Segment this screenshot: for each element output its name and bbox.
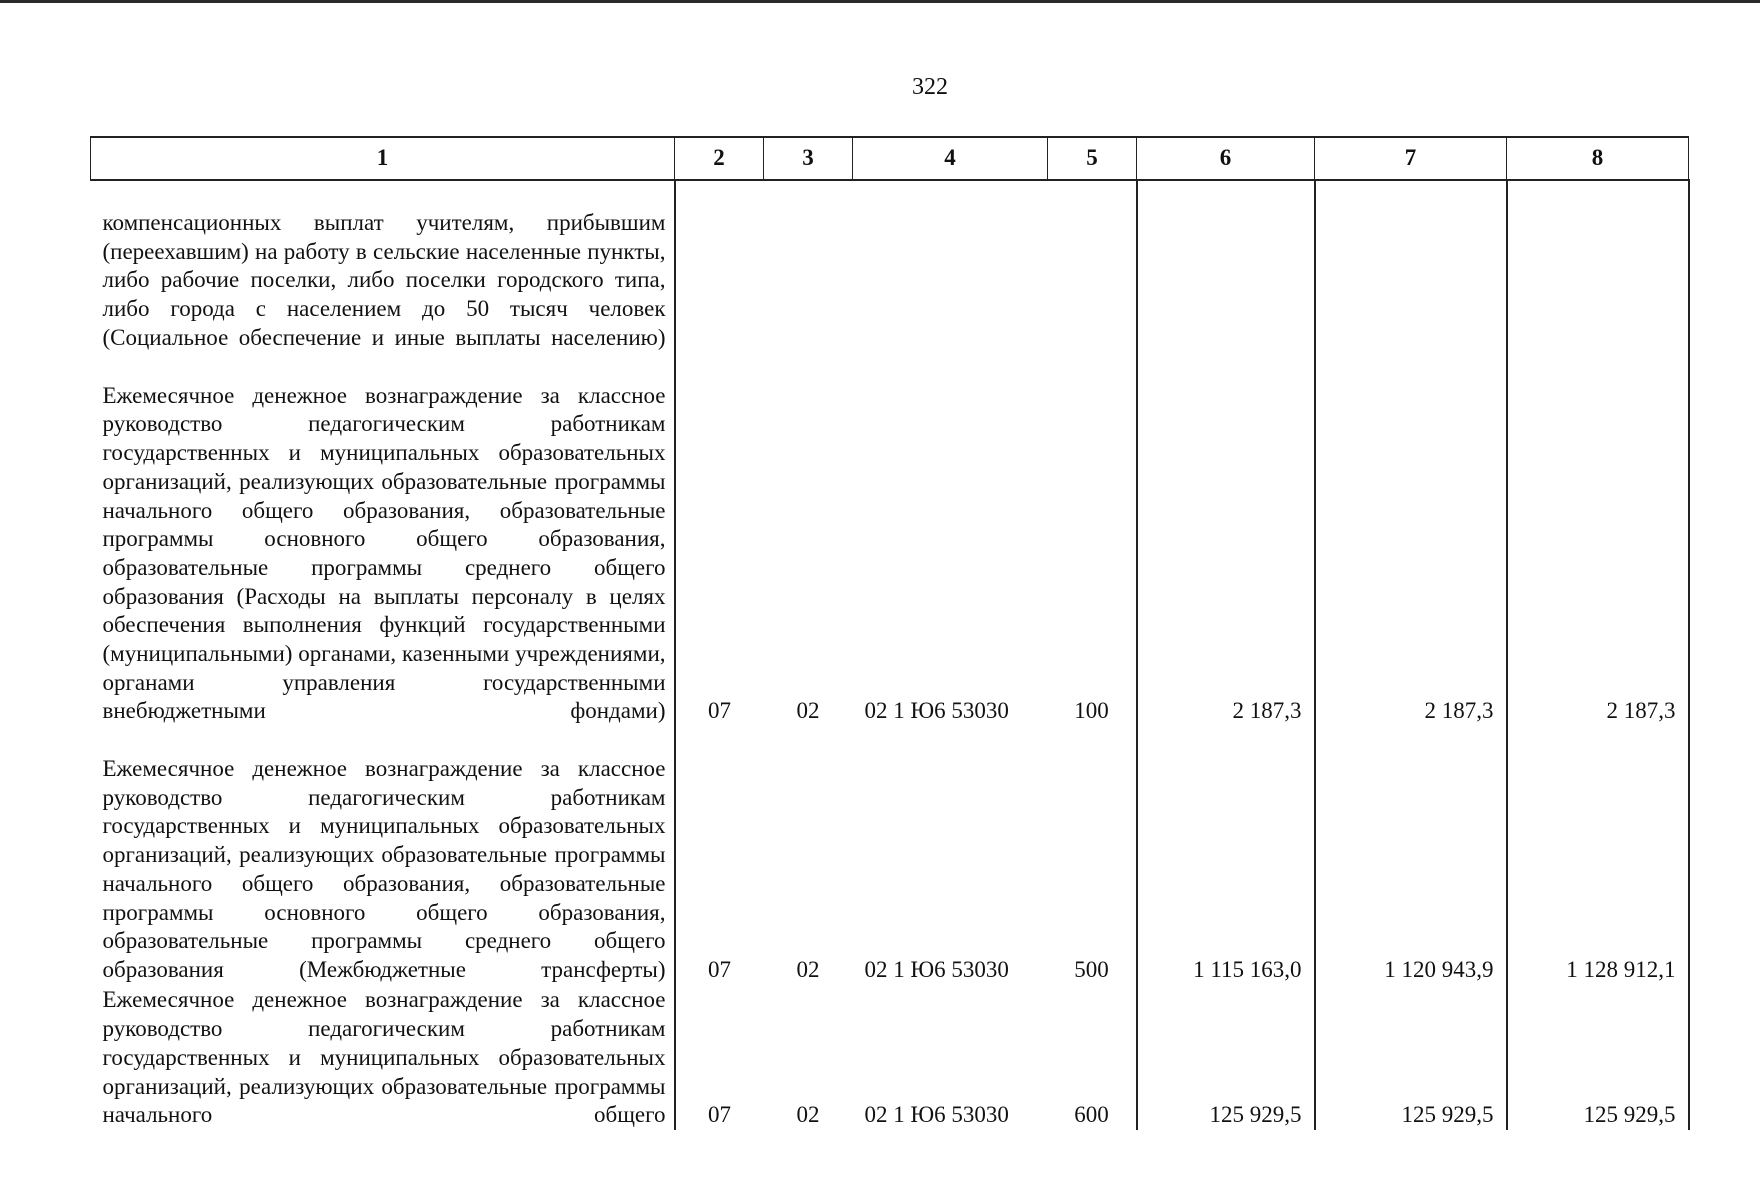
row-amount-col8: 1 128 912,1 bbox=[1507, 726, 1689, 985]
table-row bbox=[91, 352, 1689, 726]
column-header: 1 bbox=[91, 137, 675, 180]
scan-top-border bbox=[0, 0, 1760, 3]
row-amount-col8: 2 187,3 bbox=[1507, 352, 1689, 726]
row-subsection: 02 bbox=[796, 956, 820, 982]
row-amount-col6: 1 115 163,0 bbox=[1137, 726, 1315, 985]
row-section: 07 bbox=[708, 698, 731, 724]
table-row bbox=[91, 180, 1689, 352]
column-header: 4 bbox=[853, 137, 1048, 180]
page-number: 322 bbox=[912, 74, 948, 100]
row-section: 07 bbox=[708, 1102, 731, 1128]
row-amount-col7 bbox=[1315, 180, 1507, 352]
row-target-article: 02 1 Ю6 53030 bbox=[864, 1102, 1009, 1128]
column-header: 5 bbox=[1048, 137, 1137, 180]
row-target-article: 02 1 Ю6 53030 bbox=[864, 698, 1009, 724]
row-amount-col8 bbox=[1507, 180, 1689, 352]
column-header: 8 bbox=[1507, 137, 1689, 180]
row-description: Ежемесячное денежное вознаграждение за классное руководство педагогическим работникам государственных и муниципальных образовательных организаций, реализующих образовательные программы начального общего образования, образовательные программы основного общего образования, образовательные программы среднего общего образования (Межбюджетные трансферты) bbox=[91, 726, 675, 985]
row-amount-col7: 2 187,3 bbox=[1315, 352, 1507, 726]
row-amount-col8: 125 929,5 bbox=[1507, 985, 1689, 1130]
row-amount-col6 bbox=[1137, 180, 1315, 352]
row-description: компенсационных выплат учителям, прибывшим (переехавшим) на работу в сельские населенные пункты, либо рабочие поселки, либо поселки городского типа, либо города с населением до 50 тысяч человек (Социальное обеспечение и иные выплаты населению) bbox=[91, 180, 675, 352]
table-row bbox=[91, 726, 1689, 985]
row-expense-type bbox=[1048, 180, 1137, 352]
row-expense-type: 600 bbox=[1048, 985, 1137, 1130]
row-subsection bbox=[764, 180, 853, 352]
row-amount-col7: 1 120 943,9 bbox=[1315, 726, 1507, 985]
row-expense-type: 100 bbox=[1048, 352, 1137, 726]
row-expense-type: 500 bbox=[1048, 726, 1137, 985]
column-header: 2 bbox=[675, 137, 764, 180]
row-target-article: 02 1 Ю6 53030 bbox=[864, 956, 1009, 982]
row-description: Ежемесячное денежное вознаграждение за классное руководство педагогическим работникам государственных и муниципальных образовательных организаций, реализующих образовательные программы начального общего образования, образовательные программы основного общего образования, образовательные программы среднего общего образования (Расходы на выплаты персоналу в целях обеспечения выполнения функций государственными (муниципальными) органами, казенными учреждениями, органами управления государственными внебюджетными фондами) bbox=[91, 352, 675, 726]
column-header: 3 bbox=[764, 137, 853, 180]
column-header: 6 bbox=[1137, 137, 1315, 180]
budget-table bbox=[90, 136, 1690, 1130]
row-target-article bbox=[853, 180, 1048, 352]
table-header-row bbox=[91, 137, 1689, 180]
row-amount-col6: 125 929,5 bbox=[1137, 985, 1315, 1130]
table-row bbox=[91, 985, 1689, 1130]
row-subsection: 02 bbox=[796, 698, 820, 724]
row-subsection: 02 bbox=[796, 1102, 820, 1128]
column-header: 7 bbox=[1315, 137, 1507, 180]
row-description: Ежемесячное денежное вознаграждение за классное руководство педагогическим работникам государственных и муниципальных образовательных организаций, реализующих образовательные программы начального общего bbox=[91, 985, 675, 1130]
row-section: 07 bbox=[708, 956, 731, 982]
row-amount-col7: 125 929,5 bbox=[1315, 985, 1507, 1130]
row-section bbox=[675, 180, 764, 352]
row-amount-col6: 2 187,3 bbox=[1137, 352, 1315, 726]
